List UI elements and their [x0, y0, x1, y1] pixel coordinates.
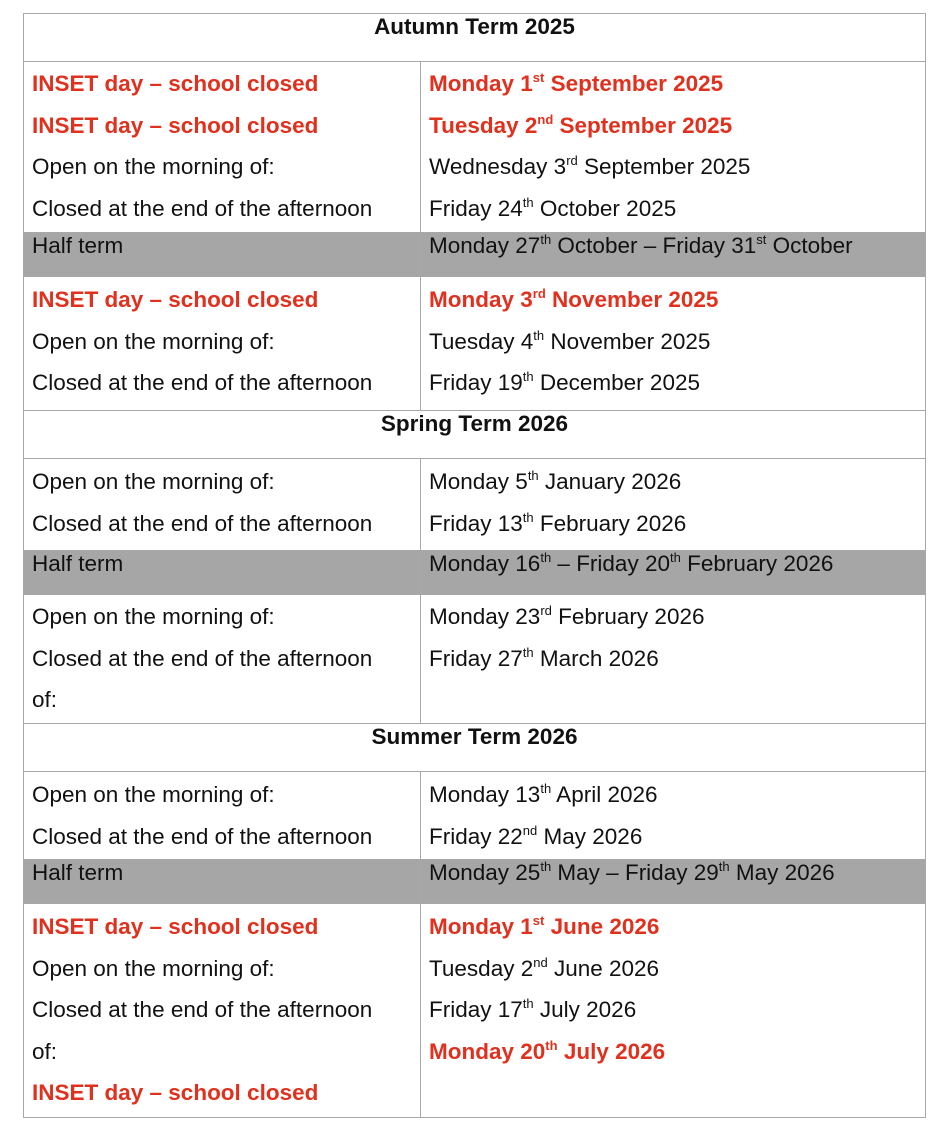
- date-text: [429, 511, 686, 536]
- term-header-row: [24, 724, 926, 772]
- date-text-part: Monday 27: [429, 233, 541, 258]
- date-text-part: Monday 16: [429, 551, 541, 576]
- event-dates-cell: [421, 459, 926, 551]
- term-dates-block: [24, 595, 926, 724]
- event-label: Open on the morning of:: [32, 154, 275, 179]
- date-ordinal: th: [545, 1037, 558, 1053]
- date-ordinal: th: [527, 468, 539, 483]
- date-text-part: Friday 24: [429, 195, 523, 221]
- date-ordinal: nd: [537, 111, 554, 127]
- event-dates-cell: [421, 772, 926, 860]
- date-ordinal: th: [522, 509, 534, 525]
- date-text: [429, 113, 732, 138]
- date-text: [429, 914, 659, 939]
- date-text: [429, 551, 833, 576]
- half-term-row: [24, 860, 926, 904]
- date-text-part: May – Friday 29: [551, 860, 719, 885]
- event-label: Closed at the end of the afternoon: [32, 645, 373, 671]
- event-label: of:: [32, 687, 58, 712]
- date-text-part: September 2025: [577, 154, 751, 179]
- event-labels-cell: [24, 277, 421, 411]
- date-text-part: Friday 27: [429, 645, 523, 671]
- event-labels-cell: [24, 595, 421, 724]
- event-date: [429, 461, 917, 503]
- date-text-part: Monday 13: [429, 782, 541, 807]
- event-date: [429, 774, 917, 816]
- date-text: [429, 154, 750, 179]
- date-text-part: Friday 17: [429, 997, 523, 1022]
- date-text-part: February 2026: [680, 551, 834, 576]
- event-dates-cell: [421, 277, 926, 411]
- date-text: [429, 956, 659, 981]
- date-ordinal: th: [669, 550, 681, 565]
- date-ordinal: th: [540, 232, 552, 247]
- date-text-part: July 2026: [533, 997, 637, 1022]
- date-ordinal: th: [522, 644, 534, 660]
- half-term-dates: [421, 860, 926, 904]
- term-dates-block: [24, 459, 926, 551]
- date-ordinal: th: [718, 859, 730, 874]
- event-dates-cell: [421, 62, 926, 233]
- half-term-label: Half term: [24, 551, 421, 595]
- term-header-row: [24, 411, 926, 459]
- date-ordinal: nd: [522, 822, 538, 838]
- event-date: [429, 816, 917, 858]
- date-text: [429, 860, 835, 885]
- event-date: [429, 596, 917, 638]
- event-date: [429, 321, 917, 363]
- half-term-row: [24, 233, 926, 277]
- inset-day-label: INSET day – school closed: [32, 1080, 319, 1105]
- date-text: [429, 71, 723, 96]
- date-text-part: December 2025: [533, 370, 700, 395]
- term-dates-block: [24, 62, 926, 233]
- date-ordinal: rd: [566, 153, 578, 168]
- event-label: Closed at the end of the afternoon: [32, 823, 373, 849]
- date-ordinal: th: [540, 859, 552, 874]
- event-dates-cell: [421, 595, 926, 724]
- date-ordinal: rd: [540, 603, 552, 618]
- term-dates-block: [24, 904, 926, 1118]
- date-text: [429, 646, 659, 671]
- event-label: of:: [32, 1038, 58, 1064]
- event-label: Closed at the end of the afternoon: [32, 997, 373, 1022]
- event-date: [429, 906, 917, 948]
- inset-day-label: INSET day – school closed: [32, 914, 319, 939]
- date-ordinal: th: [522, 369, 534, 384]
- date-text-part: Friday 19: [429, 370, 523, 395]
- date-ordinal: th: [522, 194, 534, 210]
- event-date: [429, 362, 917, 404]
- event-date: [429, 989, 917, 1031]
- event-labels-cell: [24, 772, 421, 860]
- date-text-part: Tuesday 2: [429, 955, 534, 981]
- half-term-dates: [421, 233, 926, 277]
- date-text-part: November 2025: [544, 328, 711, 354]
- event-label: Open on the morning of:: [32, 955, 275, 981]
- event-label: Open on the morning of:: [32, 604, 275, 629]
- term-header-row: [24, 14, 926, 62]
- event-date: [429, 188, 917, 230]
- term-dates-table: [23, 13, 926, 1118]
- event-labels-cell: [24, 62, 421, 233]
- date-text-part: Friday 13: [429, 510, 523, 536]
- half-term-dates: [421, 551, 926, 595]
- event-label: Open on the morning of:: [32, 328, 275, 354]
- date-ordinal: th: [533, 327, 545, 343]
- date-text: [429, 824, 642, 849]
- event-date: [429, 503, 917, 545]
- date-text-part: October 2025: [533, 195, 677, 221]
- term-title: Autumn Term 2025: [24, 14, 926, 62]
- date-text-part: Monday 20: [429, 1038, 546, 1064]
- date-text: [429, 196, 676, 221]
- event-label: Closed at the end of the afternoon: [32, 195, 373, 221]
- half-term-label: Half term: [24, 860, 421, 904]
- event-date: [429, 63, 917, 105]
- date-text-part: October: [766, 233, 853, 258]
- date-text-part: February 2026: [551, 604, 705, 629]
- date-text-part: Tuesday 4: [429, 328, 534, 354]
- date-text-part: June 2026: [544, 914, 660, 939]
- date-text: [429, 329, 710, 354]
- term-dates-block: [24, 772, 926, 860]
- date-text-part: January 2026: [538, 469, 682, 494]
- date-text: [429, 997, 636, 1022]
- date-text-part: October – Friday 31: [551, 233, 757, 258]
- term-title: Summer Term 2026: [24, 724, 926, 772]
- date-text: [429, 782, 658, 807]
- date-text-part: June 2026: [547, 955, 660, 981]
- inset-day-label: INSET day – school closed: [32, 287, 319, 312]
- date-ordinal: rd: [532, 286, 546, 301]
- event-date: [429, 146, 917, 188]
- event-labels-cell: [24, 904, 421, 1118]
- date-ordinal: th: [522, 996, 534, 1011]
- date-text-part: Monday 3: [429, 287, 533, 312]
- date-text-part: Monday 25: [429, 860, 541, 885]
- date-text-part: September 2025: [553, 112, 733, 138]
- date-text-part: November 2025: [545, 287, 719, 312]
- date-text: [429, 287, 718, 312]
- date-ordinal: st: [756, 232, 767, 247]
- date-text-part: March 2026: [533, 645, 659, 671]
- date-text-part: April 2026: [551, 782, 658, 807]
- half-term-label: Half term: [24, 233, 421, 277]
- date-text-part: February 2026: [533, 510, 687, 536]
- event-label: Closed at the end of the afternoon: [32, 370, 373, 395]
- date-text-part: Monday 23: [429, 604, 541, 629]
- date-text-part: Monday 1: [429, 914, 533, 939]
- event-date: [429, 948, 917, 990]
- date-text-part: September 2025: [544, 71, 724, 96]
- date-ordinal: th: [540, 550, 552, 565]
- date-ordinal: st: [532, 913, 545, 928]
- date-text-part: Tuesday 2: [429, 112, 538, 138]
- date-ordinal: st: [532, 70, 545, 85]
- date-text-part: Monday 5: [429, 469, 528, 494]
- event-date: [429, 1031, 917, 1073]
- date-text-part: – Friday 20: [551, 551, 670, 576]
- event-label: Closed at the end of the afternoon: [32, 510, 373, 536]
- date-text: [429, 469, 681, 494]
- date-text-part: Friday 22: [429, 823, 523, 849]
- inset-day-label: INSET day – school closed: [32, 112, 319, 138]
- date-text: [429, 604, 704, 629]
- event-labels-cell: [24, 459, 421, 551]
- event-label: Open on the morning of:: [32, 782, 275, 807]
- event-label: Open on the morning of:: [32, 469, 275, 494]
- date-text: [429, 233, 853, 258]
- date-text-part: Monday 1: [429, 71, 533, 96]
- event-date: [429, 105, 917, 147]
- half-term-row: [24, 551, 926, 595]
- date-text-part: May 2026: [729, 860, 835, 885]
- event-date: [429, 279, 917, 321]
- inset-day-label: INSET day – school closed: [32, 71, 319, 96]
- date-ordinal: nd: [533, 954, 548, 970]
- date-ordinal: th: [540, 781, 552, 796]
- date-text-part: Wednesday 3: [429, 154, 567, 179]
- date-text-part: July 2026: [557, 1038, 666, 1064]
- date-text-part: May 2026: [537, 823, 643, 849]
- event-date: [429, 638, 917, 680]
- date-text: [429, 370, 700, 395]
- term-title: Spring Term 2026: [24, 411, 926, 459]
- date-text: [429, 1039, 665, 1064]
- event-dates-cell: [421, 904, 926, 1118]
- term-dates-block: [24, 277, 926, 411]
